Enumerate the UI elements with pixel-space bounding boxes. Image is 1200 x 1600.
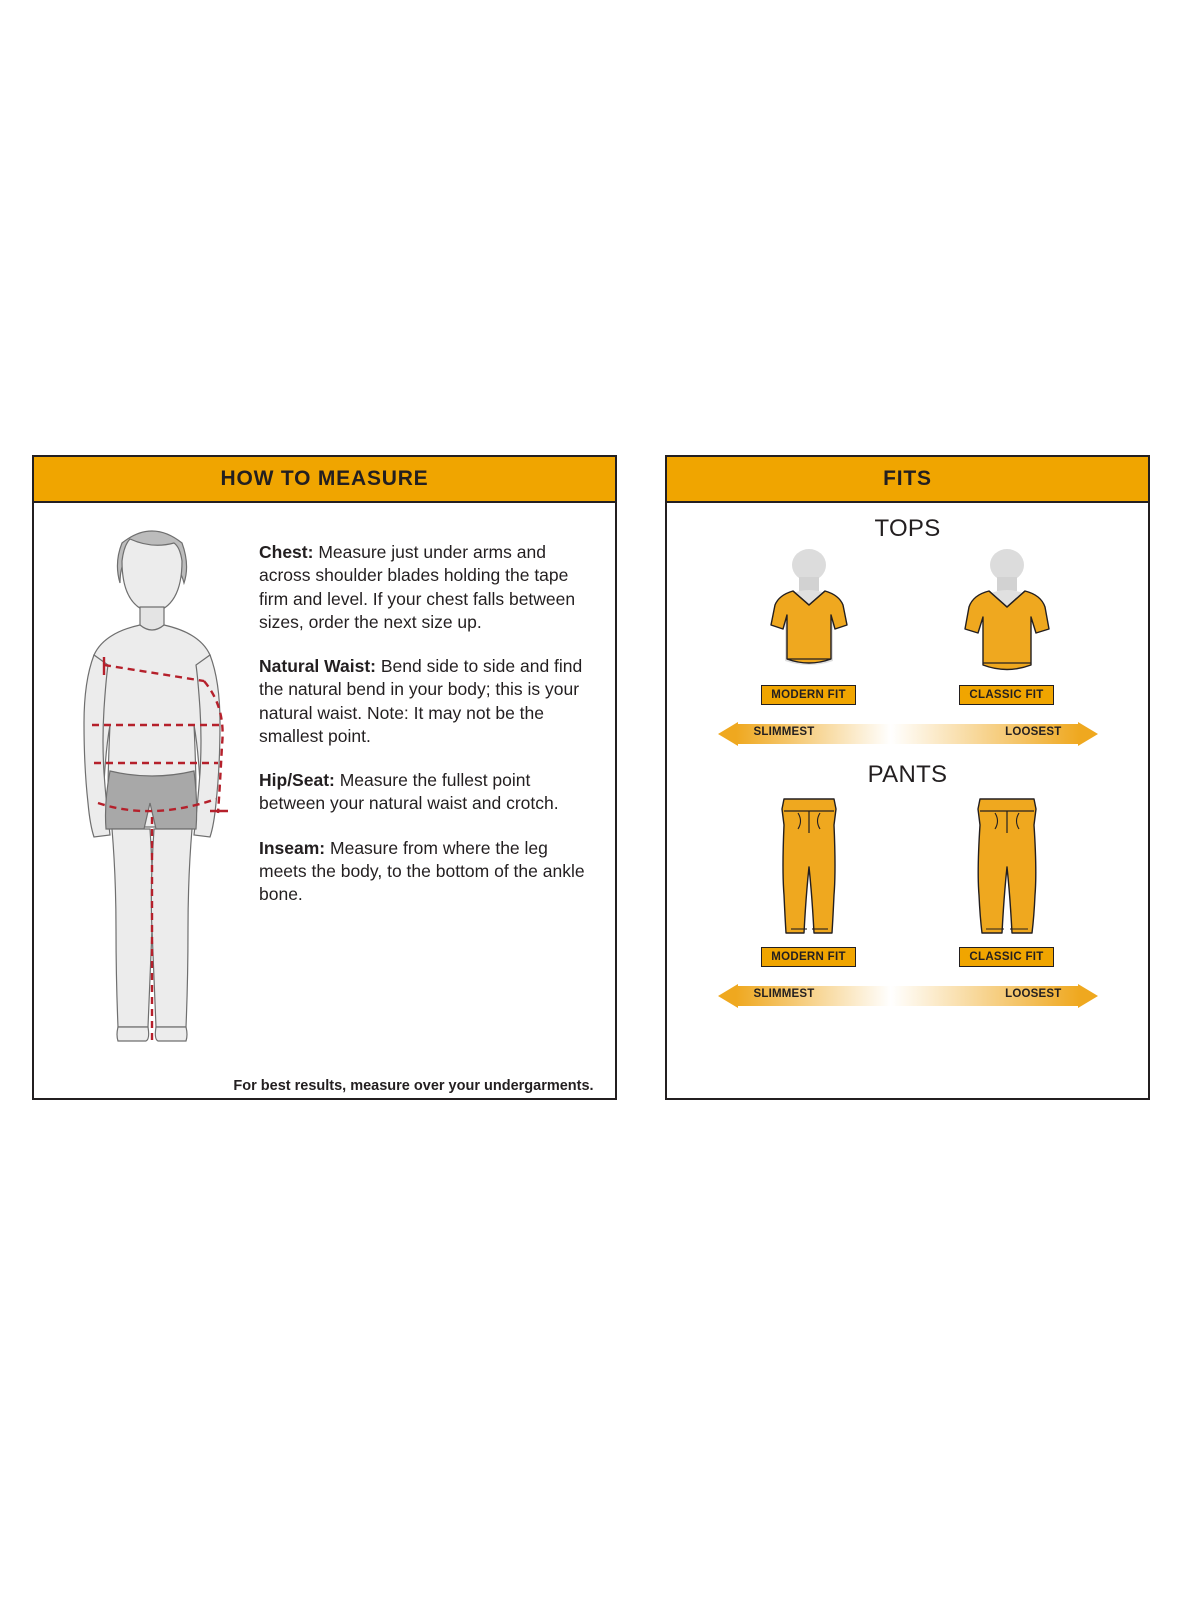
tops-fit-scale: [718, 719, 1098, 749]
pants-section-title: PANTS: [867, 761, 948, 788]
instruction-chest-term: Chest:: [259, 542, 314, 562]
instruction-hip-seat-text: Measure the fullest point between your natural waist and crotch.: [259, 770, 559, 814]
how-to-measure-body: [34, 503, 615, 1098]
pants-garment-row: [667, 791, 1148, 967]
fits-header: [667, 457, 1148, 503]
instruction-hip-seat-term: Hip/Seat:: [259, 770, 335, 791]
tops-scale-slimmest: SLIMMEST: [753, 726, 815, 738]
how-to-measure-title: HOW TO MEASURE: [220, 467, 429, 490]
instruction-natural-waist: [259, 655, 599, 748]
classic-fit-pants: [937, 791, 1077, 967]
modern-fit-top-illustration: [749, 549, 869, 679]
classic-fit-top-illustration: [947, 549, 1067, 679]
instruction-chest: [259, 541, 599, 634]
instruction-chest-text: Measure just under arms and across shoulder blades holding the tape firm and level. If your chest falls between sizes, order the next size up.: [259, 542, 576, 632]
modern-fit-pants: [739, 791, 879, 967]
tops-section-title: TOPS: [874, 515, 941, 542]
instruction-inseam-term: Inseam:: [259, 837, 326, 858]
instruction-inseam-text: Measure from where the leg meets the body, to the bottom of the ankle bone.: [259, 837, 585, 905]
how-to-measure-header: [34, 457, 615, 503]
instruction-inseam: [259, 837, 599, 907]
male-body-measurement-diagram: [52, 513, 252, 1073]
fits-panel: [665, 455, 1150, 1100]
tops-scale-loosest: LOOSEST: [1005, 726, 1062, 738]
measure-footnote: For best results, measure over your undergarments.: [233, 1078, 594, 1094]
instruction-natural-waist-text: Bend side to side and find the natural bend in your body; this is your natural waist. Note: It may not be the smallest point.: [259, 656, 583, 746]
instruction-hip-seat: [259, 769, 599, 816]
fits-title: FITS: [883, 467, 932, 490]
classic-fit-pants-label: CLASSIC FIT: [959, 947, 1053, 967]
classic-fit-pants-illustration: [952, 791, 1062, 941]
how-to-measure-panel: [32, 455, 617, 1100]
modern-fit-top: [739, 549, 879, 705]
classic-fit-top: [937, 549, 1077, 705]
measurement-instructions: [259, 541, 599, 927]
instruction-natural-waist-term: Natural Waist:: [259, 656, 377, 677]
fits-body: [667, 503, 1148, 1098]
modern-fit-pants-label: MODERN FIT: [761, 947, 856, 967]
pants-scale-loosest: LOOSEST: [1005, 988, 1062, 1000]
pants-fit-scale: [718, 981, 1098, 1011]
tops-garment-row: [667, 549, 1148, 705]
modern-fit-top-label: MODERN FIT: [761, 685, 856, 705]
modern-fit-pants-illustration: [754, 791, 864, 941]
classic-fit-top-label: CLASSIC FIT: [959, 685, 1053, 705]
pants-scale-slimmest: SLIMMEST: [753, 988, 815, 1000]
